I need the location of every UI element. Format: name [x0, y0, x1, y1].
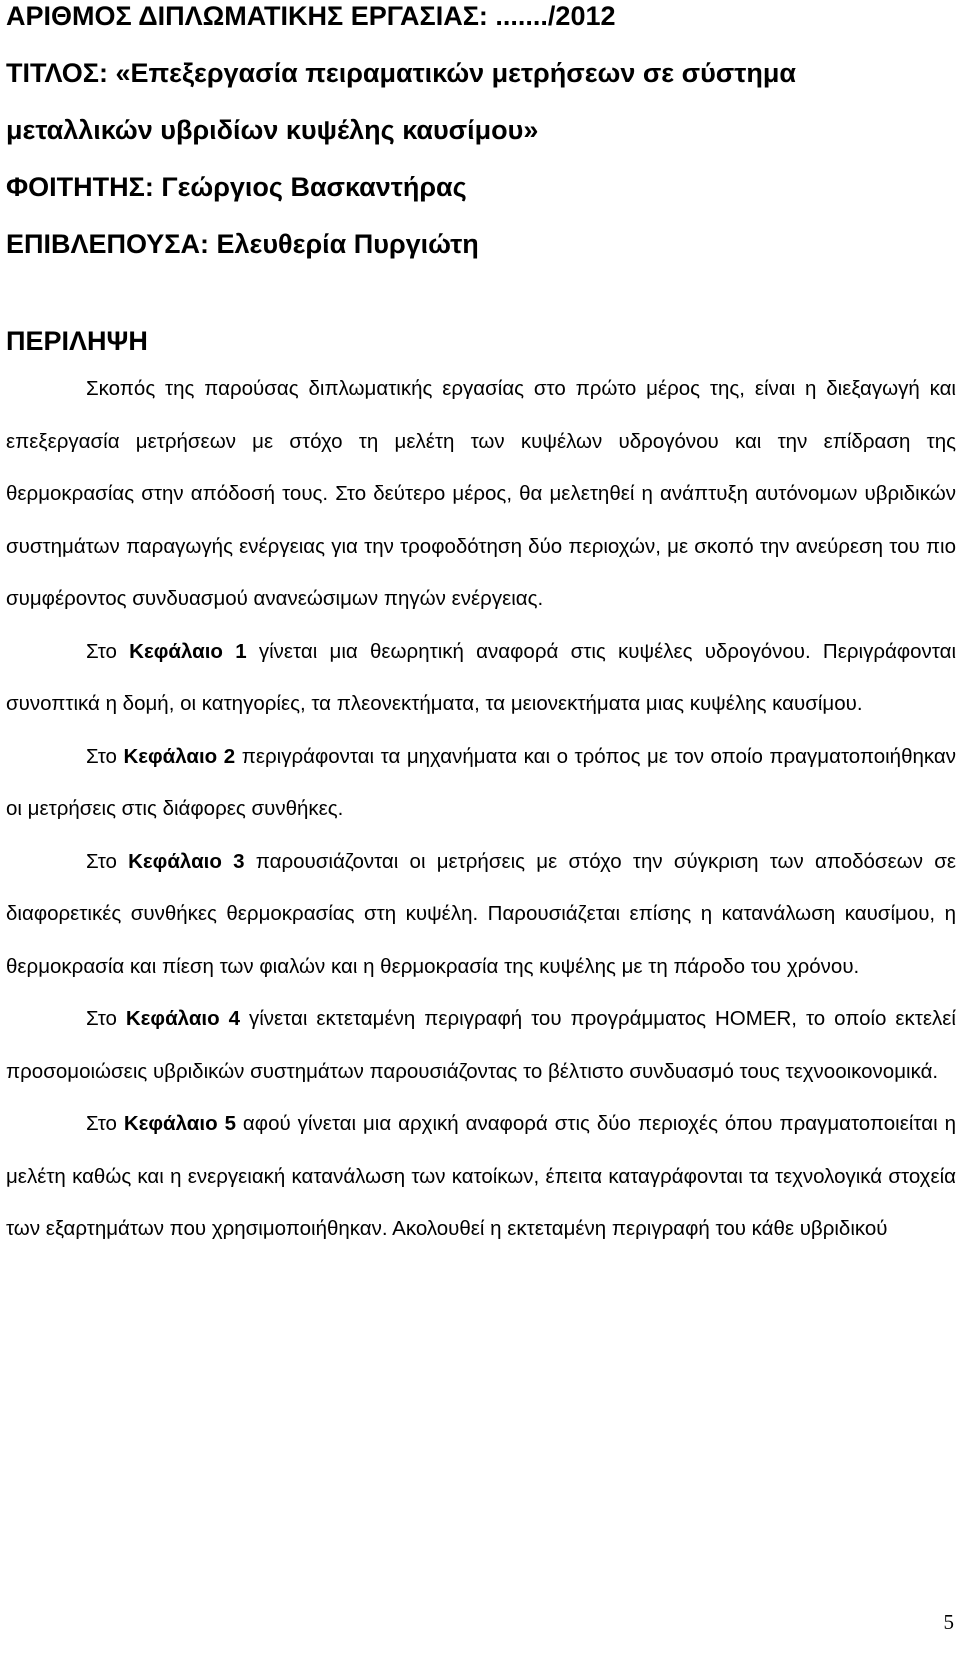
chapter-1-label: Κεφάλαιο 1 — [129, 639, 247, 663]
chapter-5-paragraph — [6, 1098, 956, 1256]
chapter-2-text: περιγράφονται τα μηχανήματα και ο τρόπος με τον οποίο πραγματοποιήθηκαν οι μετρήσεις στις διάφορες συνθήκες. — [6, 744, 956, 820]
abstract-paragraph-1: Σκοπός της παρούσας διπλωματικής εργασίας στο πρώτο μέρος της, είναι η διεξαγωγή και επεξεργασία μετρήσεων με στόχο τη μελέτη των κυψέλων υδρογόνου και την επίδραση της θερμοκρασίας στην απόδοσή τους. Στο δεύτερο μέρος, θα μελετηθεί η ανάπτυξη αυτόνομων υβριδικών συστημάτων παραγωγής ενέργειας για την τροφοδότηση δύο περιοχών, με σκοπό την ανεύρεση του πιο συμφέροντος συνδυασμού ανανεώσιμων πηγών ενέργειας. — [6, 377, 956, 610]
page-number: 5 — [943, 1610, 954, 1634]
student-name: ΦΟΙΤΗΤΗΣ: Γεώργιος Βασκαντήρας — [6, 172, 467, 202]
chapter-4-paragraph — [6, 993, 956, 1098]
thesis-title-line-2: μεταλλικών υβριδίων κυψέλης καυσίμου» — [6, 115, 539, 145]
chapter-5-text: αφού γίνεται μια αρχική αναφορά στις δύο περιοχές όπου πραγματοποιείται η μελέτη καθώς και η ενεργειακή κατανάλωση των κατοίκων, έπειτα καταγράφονται τα τεχνολογικά στοχεία των εξαρτημάτων που χρησιμοποιήθηκαν. Ακολουθεί η εκτεταμένη περιγραφή του κάθε υβριδικού — [6, 1112, 956, 1240]
chapter-2-paragraph — [6, 731, 956, 836]
abstract-heading: ΠΕΡΙΛΗΨΗ — [6, 326, 148, 356]
chapter-5-prefix: Στο — [86, 1112, 124, 1135]
chapter-3-prefix: Στο — [86, 849, 129, 873]
thesis-title-line-1: ΤΙΤΛΟΣ: «Επεξεργασία πειραματικών μετρήσεων σε σύστημα — [6, 58, 796, 88]
chapter-3-label: Κεφάλαιο 3 — [128, 849, 245, 873]
chapter-1-prefix: Στο — [86, 639, 130, 663]
chapter-1-paragraph — [6, 626, 956, 731]
document-page — [6, 0, 956, 1256]
chapter-3-text: παρουσιάζονται οι μετρήσεις με στόχο την σύγκριση των αποδόσεων σε διαφορετικές συνθήκες θερμοκρασίας στη κυψέλη. Παρουσιάζεται επίσης η κατανάλωση καυσίμου, η θερμοκρασία και πίεση των φιαλών και η θερμοκρασία της κυψέλης με τη πάροδο του χρόνου. — [6, 849, 956, 978]
supervisor-name: ΕΠΙΒΛΕΠΟΥΣΑ: Ελευθερία Πυργιώτη — [6, 229, 479, 259]
thesis-number: ΑΡΙΘΜΟΣ ΔΙΠΛΩΜΑΤΙΚΗΣ ΕΡΓΑΣΙΑΣ: ......./2012 — [6, 1, 616, 31]
chapter-2-prefix: Στο — [86, 744, 124, 768]
chapter-4-prefix: Στο — [86, 1007, 126, 1030]
chapter-5-label: Κεφάλαιο 5 — [123, 1112, 236, 1135]
chapter-4-text: γίνεται εκτεταμένη περιγραφή του προγράμματος HOMER, το οποίο εκτελεί προσομοιώσεις υβριδικών συστημάτων παρουσιάζοντας το βέλτιστο συνδυασμό τους τεχνοοικονομικά. — [6, 1007, 956, 1083]
chapter-2-label: Κεφάλαιο 2 — [123, 744, 236, 768]
chapter-1-text: γίνεται μια θεωρητική αναφορά στις κυψέλες υδρογόνου. Περιγράφονται συνοπτικά η δομή, οι κατηγορίες, τα πλεονεκτήματα, τα μειονεκτήματα μιας κυψέλης καυσίμου. — [6, 639, 956, 715]
chapter-3-paragraph — [6, 836, 956, 994]
chapter-4-label: Κεφάλαιο 4 — [125, 1007, 241, 1030]
